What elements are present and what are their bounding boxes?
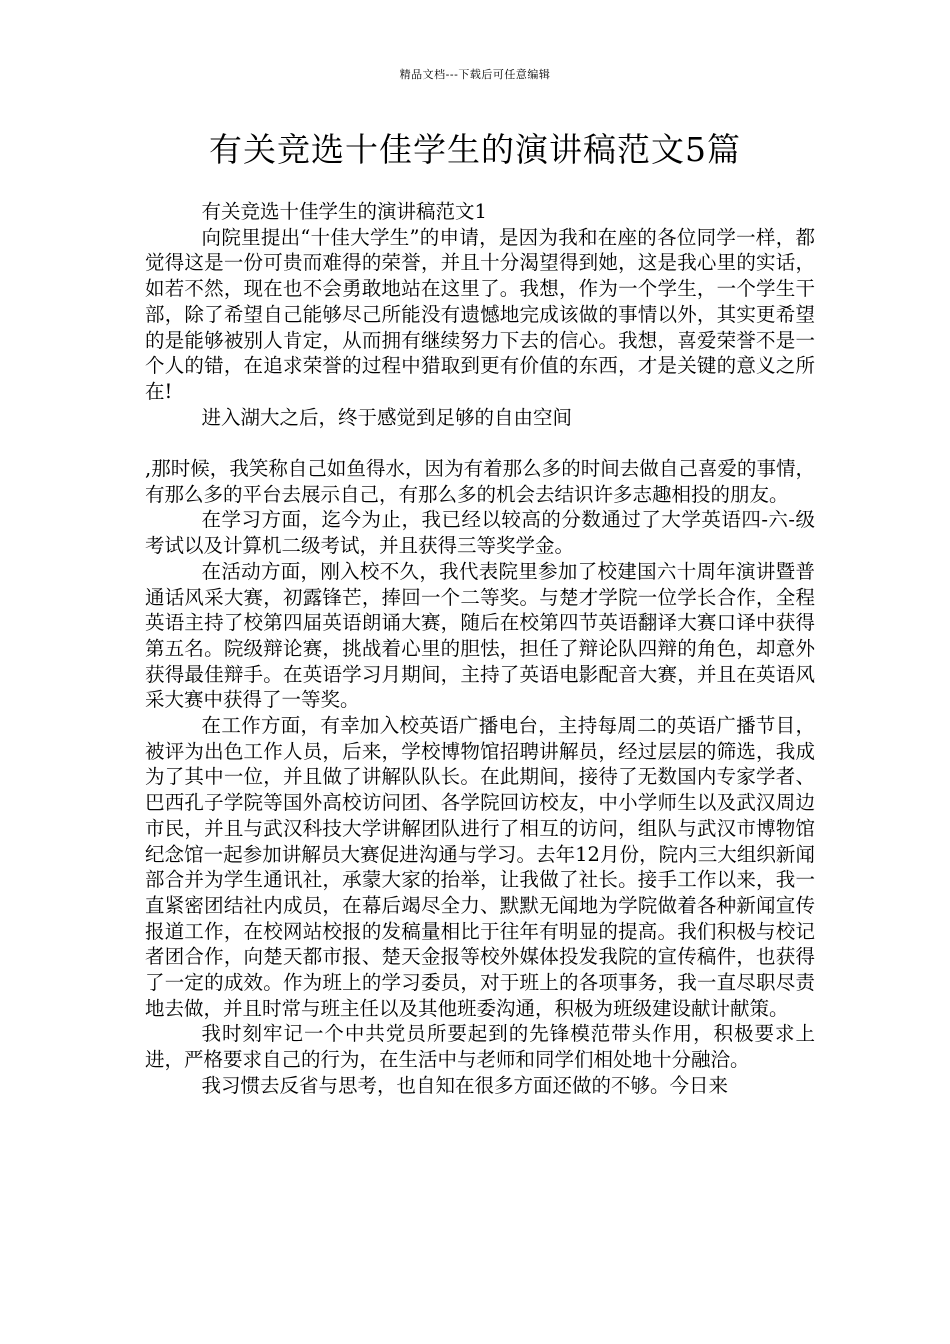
paragraph: 我习惯去反省与思考，也自知在很多方面还做的不够。今日来 bbox=[201, 1073, 729, 1097]
paragraph: 在学习方面，迄今为止，我已经以较高的分数通过了大学英语四-六-级考试以及计算机二级考试，并且获得三等奖学金。 bbox=[145, 508, 815, 558]
document-body bbox=[145, 199, 815, 1099]
document-title: 有关竞选十佳学生的演讲稿范文5篇 bbox=[209, 130, 741, 169]
paragraph: 我时刻牢记一个中共党员所要起到的先锋模范带头作用，积极要求上进，严格要求自己的行为，在生活中与老师和同学们相处地十分融洽。 bbox=[145, 1022, 815, 1072]
paragraph: ,那时候，我笑称自己如鱼得水，因为有着那么多的时间去做自己喜爱的事情，有那么多的平台去展示自己，有那么多的机会去结识许多志趣相投的朋友。 bbox=[145, 457, 815, 506]
paragraph: 在活动方面，刚入校不久，我代表院里参加了校建国六十周年演讲暨普通话风采大赛，初露锋芒，捧回一个二等奖。与楚才学院一位学长合作，全程英语主持了校第四届英语朗诵大赛，随后在校第四节英语翻译大赛口译中获得第五名。院级辩论赛，挑战着心里的胆怯，担任了辩论队四辩的角色，却意外获得最佳辩手。在英语学习月期间，主持了英语电影配音大赛，并且在英语风采大赛中获得了一等奖。 bbox=[145, 559, 815, 712]
paragraph: 向院里提出“十佳大学生”的申请，是因为我和在座的各位同学一样，都觉得这是一份可贵而难得的荣誉，并且十分渴望得到她，这是我心里的实话，如若不然，现在也不会勇敢地站在这里了。我想，作为一个学生，一个学生干部，除了希望自己能够尽己所能没有遗憾地完成该做的事情以外，其实更希望的是能够被别人肯定，从而拥有继续努力下去的信心。我想，喜爱荣誉不是一个人的错，在追求荣誉的过程中猎取到更有价值的东西，才是关键的意义之所在! bbox=[145, 225, 815, 403]
paragraph: 进入湖大之后，终于感觉到足够的自由空间 bbox=[201, 405, 573, 429]
header-note: 精品文档---下载后可任意编辑 bbox=[399, 68, 551, 81]
section-heading: 有关竞选十佳学生的演讲稿范文1 bbox=[201, 200, 487, 223]
paragraph: 在工作方面，有幸加入校英语广播电台，主持每周二的英语广播节目，被评为出色工作人员，后来，学校博物馆招聘讲解员，经过层层的筛选，我成为了其中一位，并且做了讲解队队长。在此期间，接待了无数国内专家学者、巴西孔子学院等国外高校访问团、各学院回访校友，中小学师生以及武汉周边市民，并且与武汉科技大学讲解团队进行了相互的访问，组队与武汉市博物馆纪念馆一起参加讲解员大赛促进沟通与学习。去年12月份，院内三大组织新闻部合并为学生通讯社，承蒙大家的抬举，让我做了社长。接手工作以来，我一直紧密团结社内成员，在幕后竭尽全力、默默无闻地为学院做着各种新闻宣传报道工作，在校网站校报的发稿量相比于往年有明显的提高。我们积极与校记者团合作，向楚天都市报、楚天金报等校外媒体投发我院的宣传稿件，也获得了一定的成效。作为班上的学习委员，对于班上的各项事务，我一直尽职尽责地去做，并且时常与班主任以及其他班委沟通，积极为班级建设献计献策。 bbox=[145, 714, 815, 1020]
